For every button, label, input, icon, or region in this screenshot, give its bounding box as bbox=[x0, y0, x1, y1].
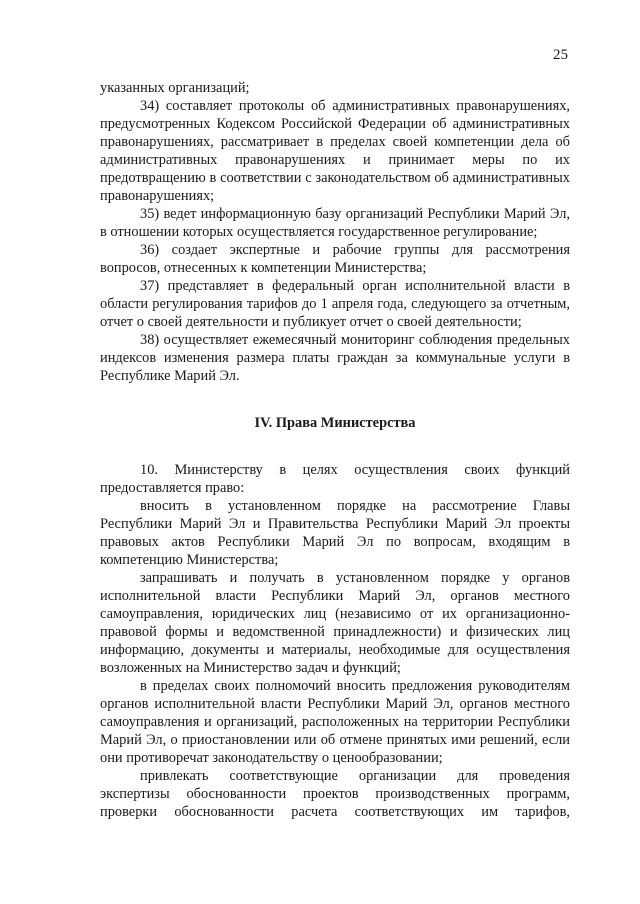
paragraph: вносить в установленном порядке на рассмотрение Главы Республики Марий Эл и Правительства Республики Марий Эл проекты правовых актов Республики Марий Эл по вопросам, входящим в компетенцию Министерства; bbox=[100, 498, 570, 568]
paragraph: в пределах своих полномочий вносить предложения руководителям органов исполнительной власти Республики Марий Эл, органов местного самоуправления и организаций, расположенных на территории Республики Марий Эл, о приостановлении или об отмене принятых ими решений, если они противоречат законодательству о ценообразовании; bbox=[100, 678, 570, 766]
paragraph: запрашивать и получать в установленном порядке у органов исполнительной власти Республики Марий Эл, органов местного самоуправления, юридических лиц (независимо от их организационно-правовой формы и ведомственной принадлежности) и физических лиц информацию, документы и материалы, необходимые для осуществления возложенных на Министерство задач и функций; bbox=[100, 570, 570, 676]
paragraph: привлекать соответствующие организации для проведения экспертизы обоснованности проектов производственных программ, проверки обоснованности расчета соответствующих им тарифов, bbox=[100, 768, 570, 820]
page-number: 25 bbox=[553, 47, 568, 63]
paragraph: 35) ведет информационную базу организаций Республики Марий Эл, в отношении которых осуществляется государственное регулирование; bbox=[100, 206, 570, 240]
paragraph: 34) составляет протоколы об административных правонарушениях, предусмотренных Кодексом Российской Федерации об административных правонарушениях, рассматривает в пределах своей компетенции дела об административных правонарушениях и принимает меры по их предотвращению в соответствии с законодательством об административных правонарушениях; bbox=[100, 98, 570, 204]
paragraph: 10. Министерству в целях осуществления своих функций предоставляется право: bbox=[100, 462, 570, 496]
paragraph: 38) осуществляет ежемесячный мониторинг соблюдения предельных индексов изменения размера платы граждан за коммунальные услуги в Республике Марий Эл. bbox=[100, 332, 570, 384]
section-heading: IV. Права Министерства bbox=[254, 415, 416, 431]
document-body bbox=[100, 79, 570, 821]
paragraph: 37) представляет в федеральный орган исполнительной власти в области регулирования тарифов до 1 апреля года, следующего за отчетным, отчет о своей деятельности и публикует отчет о своей деятельности; bbox=[100, 278, 570, 330]
paragraph: 36) создает экспертные и рабочие группы для рассмотрения вопросов, отнесенных к компетенции Министерства; bbox=[100, 242, 570, 276]
paragraph: указанных организаций; bbox=[100, 80, 250, 96]
